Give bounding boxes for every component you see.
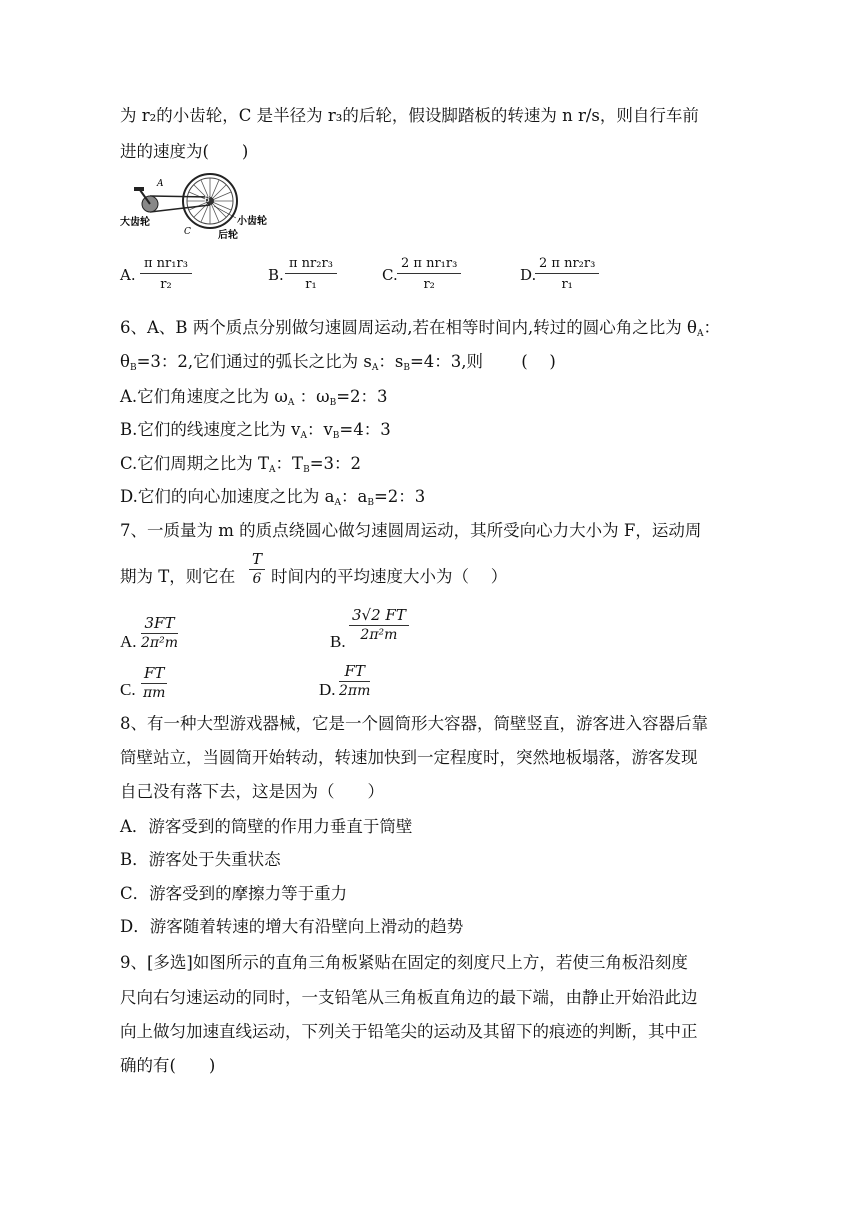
q7-option-d-fraction	[339, 662, 370, 699]
q6-option-c-sub2: B	[303, 465, 310, 475]
q7-inline-den: 6	[252, 571, 262, 587]
label-big-gear: 大齿轮	[120, 217, 150, 228]
q6-option-b-text: B.它们的线速度之比为 v	[120, 420, 301, 439]
q7-line-2-pre: 期为 T，则它在	[120, 567, 236, 586]
q5-line-1: 为 r₂的小齿轮，C 是半径为 r₃的后轮，假设脚踏板的转速为 n r/s，则自行车前	[120, 106, 699, 125]
q7-option-d-den: 2πm	[339, 683, 371, 699]
q5-option-a-num: π nr₁r₃	[140, 256, 192, 274]
q7-option-c-fraction	[141, 664, 167, 701]
q6-line-1-tail: ：	[703, 318, 720, 337]
q6-option-a-sub: A	[287, 398, 295, 408]
q8-line-2: 筒壁站立，当圆筒开始转动，转速加快到一定程度时，突然地板塌落，游客发现	[120, 748, 698, 767]
q7-option-b-label[interactable]: B.	[330, 632, 346, 651]
q7-line-2-post: 时间内的平均速度大小为（ ）	[271, 567, 508, 586]
q7-option-c-den: πm	[142, 685, 166, 701]
bicycle-gear-figure	[120, 168, 280, 243]
q5-option-c-fraction	[397, 256, 461, 292]
q7-line-1: 7、一质量为 m 的质点绕圆心做匀速圆周运动，其所受向心力大小为 F，运动周	[120, 521, 702, 540]
q6-line-2-mid: ：s	[378, 352, 404, 371]
q7-option-c-num: FT	[141, 664, 167, 684]
bicycle-gear-diagram	[120, 168, 280, 243]
q7-option-b-den: 2π²m	[360, 627, 398, 643]
q6-option-a-text: A.它们角速度之比为 ω	[120, 387, 288, 406]
q7-option-a-label[interactable]: A.	[120, 632, 137, 651]
q8-option-c[interactable]: C．游客受到的摩擦力等于重力	[120, 884, 348, 903]
q5-option-a-den: r₂	[160, 277, 172, 292]
q7-option-d-label[interactable]: D.	[319, 680, 336, 699]
label-small-gear: 小齿轮	[237, 216, 267, 227]
q6-line-1-sub: A	[696, 329, 704, 339]
q7-option-c-label[interactable]: C.	[120, 680, 136, 699]
q9-line-3: 向上做匀加速直线运动，下列关于铅笔尖的运动及其留下的痕迹的判断，其中正	[120, 1022, 698, 1041]
q6-option-a-mid: ：ω	[294, 387, 330, 406]
q6-line-2-pre: θ	[120, 352, 130, 371]
q7-option-d-num: FT	[339, 662, 370, 682]
label-b: B	[204, 195, 210, 204]
q6-option-d-mid: ：a	[340, 487, 368, 506]
q5-option-b-den: r₁	[305, 277, 317, 292]
q5-option-d-fraction	[535, 256, 599, 292]
q6-option-b-sub2: B	[332, 431, 340, 441]
q6-option-b-tail: =4：3	[339, 420, 391, 439]
q7-option-a-num: 3FT	[141, 614, 178, 634]
q6-option-c[interactable]	[120, 452, 361, 482]
q6-option-a[interactable]	[120, 385, 388, 415]
q6-option-c-tail: =3：2	[309, 454, 362, 473]
q6-option-d[interactable]	[120, 485, 425, 515]
q7-inline-fraction	[249, 550, 265, 587]
q7-option-a-den: 2π²m	[141, 635, 178, 651]
q5-option-d-den: r₁	[561, 277, 573, 292]
q5-option-c-den: r₂	[423, 277, 435, 292]
q5-option-c-label[interactable]: C.	[382, 266, 398, 284]
q5-option-d-num: 2 π nr₂r₃	[535, 256, 599, 274]
q6-line-2-text: =3：2,它们通过的弧长之比为 s	[136, 352, 372, 371]
q7-inline-num: T	[249, 550, 265, 570]
q8-option-d[interactable]: D．游客随着转速的增大有沿壁向上滑动的趋势	[120, 917, 464, 936]
q9-line-1: 9、[多选]如图所示的直角三角板紧贴在固定的刻度尺上方，若使三角板沿刻度	[120, 953, 688, 972]
q7-option-b-num: 3√2 FT	[349, 606, 409, 626]
q6-option-b[interactable]	[120, 418, 391, 448]
q5-option-a-fraction	[140, 256, 192, 292]
q5-line-2: 进的速度为( )	[120, 142, 249, 161]
q8-option-a[interactable]: A．游客受到的筒壁的作用力垂直于筒壁	[120, 817, 413, 836]
q6-line-2	[120, 350, 556, 380]
q5-option-a-label[interactable]: A.	[120, 266, 136, 284]
q6-line-1-text: 6、A、B 两个质点分别做匀速圆周运动,若在相等时间内,转过的圆心角之比为 θ	[120, 318, 697, 337]
label-rear-wheel: 后轮	[218, 230, 238, 241]
label-a: A	[157, 179, 164, 189]
q6-option-b-mid: ：v	[306, 420, 333, 439]
q7-option-a-fraction	[141, 614, 178, 651]
q6-line-2-sub3: B	[403, 363, 410, 373]
q6-line-1	[120, 316, 720, 346]
q6-option-a-sub2: B	[329, 398, 337, 408]
q6-option-d-text: D.它们的向心加速度之比为 a	[120, 487, 335, 506]
q6-line-2-sub2: A	[371, 363, 379, 373]
q8-line-3: 自己没有落下去，这是因为（ ）	[120, 782, 384, 801]
q6-option-d-tail: =2：3	[373, 487, 426, 506]
q8-line-1: 8、有一种大型游戏器械，它是一个圆筒形大容器，筒壁竖直，游客进入容器后靠	[120, 714, 708, 733]
label-c: C	[184, 227, 191, 237]
q6-option-a-tail: =2：3	[336, 387, 388, 406]
q5-option-b-num: π nr₂r₃	[285, 256, 337, 274]
q9-line-4: 确的有( )	[120, 1056, 216, 1075]
q9-line-2: 尺向右匀速运动的同时，一支铅笔从三角板直角边的最下端，由静止开始沿此边	[120, 988, 698, 1007]
q6-option-b-sub: A	[300, 431, 307, 441]
q7-option-b-fraction	[349, 606, 409, 643]
q6-option-c-text: C.它们周期之比为 T	[120, 454, 270, 473]
q8-option-b[interactable]: B．游客处于失重状态	[120, 850, 281, 869]
q6-option-c-sub: A	[269, 465, 276, 475]
q5-option-b-label[interactable]: B.	[268, 266, 284, 284]
q6-option-c-mid: ：T	[275, 454, 304, 473]
q5-option-c-num: 2 π nr₁r₃	[397, 256, 461, 274]
q6-line-2-tail: =4：3,则 ( )	[409, 352, 556, 371]
q6-option-d-sub2: B	[367, 498, 374, 508]
q6-option-d-sub: A	[334, 498, 341, 508]
q5-option-b-fraction	[285, 256, 337, 292]
q6-line-2-sub: B	[129, 363, 137, 373]
q5-option-d-label[interactable]: D.	[520, 266, 537, 284]
